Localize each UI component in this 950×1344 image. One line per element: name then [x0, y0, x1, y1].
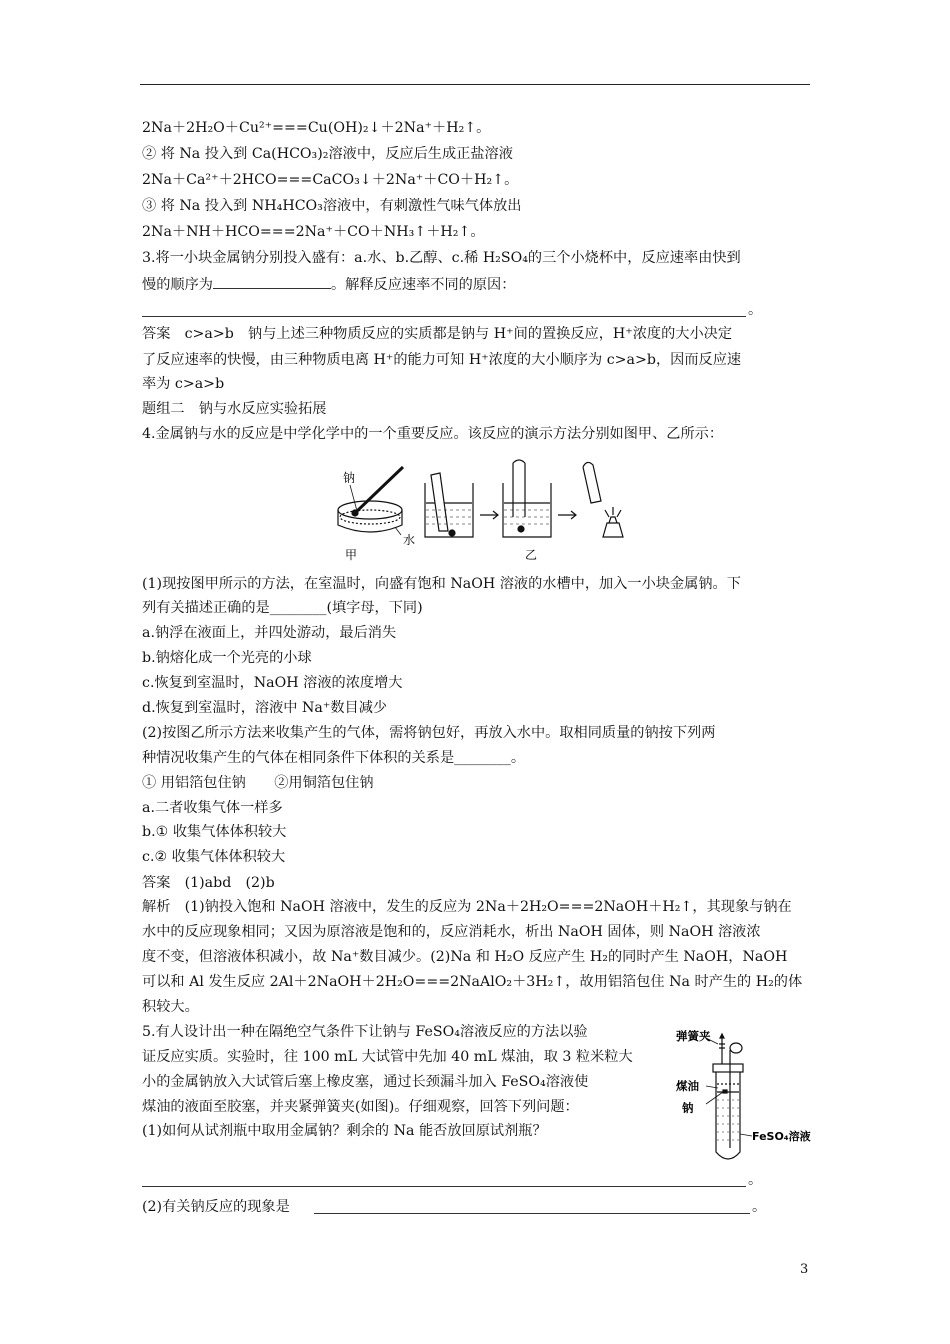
group-title: 题组二 钠与水反应实验拓展 [142, 401, 327, 417]
q3-line2-pre: 慢的顺序为 [142, 277, 213, 293]
analysis-line: 度不变，但溶液体积减小，故 Na⁺数目减少。(2)Na 和 H₂O 反应产生 H₂的同时产生 NaOH，NaOH [142, 949, 788, 965]
q4-part2-line: ① 用铝箔包住钠 ②用铜箔包住钠 [142, 775, 374, 791]
option-c: c.② 收集气体体积较大 [142, 849, 286, 865]
text-line: 2Na＋NH＋HCO===2Na⁺＋CO＋NH₃↑＋H₂↑。 [142, 224, 485, 240]
q4-part2-line: (2)按图乙所示方法来收集产生的气体，需将钠包好，再放入水中。取相同质量的钠按下列两 [142, 725, 716, 741]
answer-blank[interactable] [142, 1186, 746, 1187]
text-line: ③ 将 Na 投入到 NH₄HCO₃溶液中，有刺激性气味气体放出 [142, 198, 522, 214]
q4-part1-line: 列有关描述正确的是________(填字母，下同) [142, 600, 423, 616]
option-d: d.恢复到室温时，溶液中 Na⁺数目减少 [142, 700, 388, 716]
text-line: 2Na＋Ca²⁺＋2HCO===CaCO₃↓＋2Na⁺＋CO＋H₂↑。 [142, 172, 519, 188]
question-5-text: 小的金属钠放入大试管后塞上橡皮塞，通过长颈漏斗加入 FeSO₄溶液使 [142, 1074, 589, 1090]
text-line: ② 将 Na 投入到 Ca(HCO₃)₂溶液中，反应后生成正盐溶液 [142, 146, 513, 162]
question-5-text: (1)如何从试剂瓶中取用金属钠？剩余的 Na 能否放回原试剂瓶？ [142, 1123, 547, 1139]
question-3-line2 [142, 274, 515, 295]
label-feso4-solution: FeSO₄溶液 [752, 1130, 811, 1143]
label-jia: 甲 [345, 548, 358, 562]
question-5-text: 证反应实质。实验时，往 100 mL 大试管中先加 40 mL 煤油，取 3 粒米粒大 [142, 1049, 633, 1065]
option-c: c.恢复到室温时，NaOH 溶液的浓度增大 [142, 675, 403, 691]
q3-line3-end: 。 [748, 302, 763, 318]
option-a: a.二者收集气体一样多 [142, 800, 283, 816]
label-sodium-2: 钠 [682, 1101, 694, 1115]
text-line: 2Na＋2H₂O＋Cu²⁺===Cu(OH)₂↓＋2Na⁺＋H₂↑。 [142, 120, 491, 136]
question-5-text: 煤油的液面至胶塞，并夹紧弹簧夹(如图)。仔细观察，回答下列问题： [142, 1099, 579, 1115]
label-yi: 乙 [525, 548, 538, 562]
header-rule [140, 84, 810, 85]
q4-part1-line: (1)现按图甲所示的方法，在室温时，向盛有饱和 NaOH 溶液的水槽中，加入一小块金属钠。下 [142, 576, 741, 592]
question-4-intro: 4.金属钠与水的反应是中学化学中的一个重要反应。该反应的演示方法分别如图甲、乙所示： [142, 426, 724, 442]
question-3-text: 3.将一小块金属钠分别投入盛有：a.水、b.乙醇、c.稀 H₂SO₄的三个小烧杯中，反应速率由快到 [142, 250, 741, 266]
answer-blank[interactable] [213, 274, 331, 289]
figure-sodium-water-apparatus [315, 455, 635, 565]
analysis-line: 解析 (1)钠投入饱和 NaOH 溶液中，发生的反应为 2Na＋2H₂O===2NaOH＋H₂↑，其现象与钠在 [142, 899, 792, 915]
option-b: b.钠熔化成一个光亮的小球 [142, 650, 312, 666]
label-clamp: 弹簧夹 [676, 1030, 711, 1043]
q5-part2-end: 。 [752, 1199, 767, 1215]
analysis-line: 可以和 Al 发生反应 2Al＋2NaOH＋2H₂O===2NaAlO₂＋3H₂↑，故用铝箔包住 Na 时产生的 H₂的体 [142, 974, 803, 990]
answer-line: 率为 c>a>b [142, 376, 225, 392]
q5-blank-end: 。 [748, 1172, 763, 1188]
label-water: 水 [403, 533, 416, 547]
figure-test-tube-apparatus [676, 1030, 816, 1170]
q5-part2-pre: (2)有关钠反应的现象是 [142, 1199, 290, 1215]
q3-line2-post: 。解释反应速率不同的原因： [330, 277, 516, 293]
answer-blank[interactable] [314, 1213, 750, 1214]
analysis-line: 积较大。 [142, 999, 199, 1015]
answer-blank[interactable] [142, 316, 746, 317]
answer-line: 答案 (1)abd (2)b [142, 875, 275, 891]
label-kerosene: 煤油 [676, 1079, 699, 1093]
option-b: b.① 收集气体体积较大 [142, 824, 287, 840]
label-sodium: 钠 [343, 471, 356, 485]
answer-line: 了反应速率的快慢，由三种物质电离 H⁺的能力可知 H⁺浓度的大小顺序为 c>a>b，因而反应速 [142, 352, 742, 368]
question-5-text: 5.有人设计出一种在隔绝空气条件下让钠与 FeSO₄溶液反应的方法以验 [142, 1024, 588, 1040]
q4-part2-line: 种情况收集产生的气体在相同条件下体积的关系是________。 [142, 750, 526, 766]
analysis-line: 水中的反应现象相同；又因为原溶液是饱和的，反应消耗水，析出 NaOH 固体，则 NaOH 溶液浓 [142, 924, 761, 940]
answer-line: 答案 c>a>b 钠与上述三种物质反应的实质都是钠与 H⁺间的置换反应，H⁺浓度的大小决定 [142, 326, 733, 342]
page-number: 3 [800, 1262, 809, 1277]
option-a: a.钠浮在液面上，并四处游动，最后消失 [142, 625, 397, 641]
